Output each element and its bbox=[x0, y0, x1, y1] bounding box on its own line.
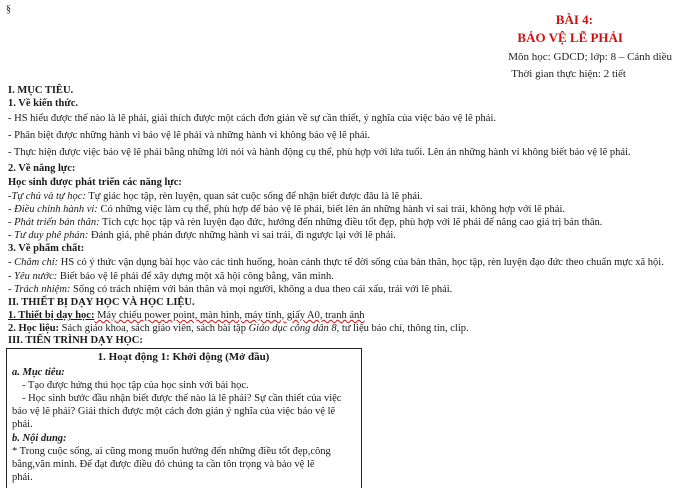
ability-item bbox=[8, 190, 683, 203]
ability-label: - Phát triển bản thân: bbox=[8, 217, 100, 228]
knowledge-item: - Phân biệt được những hành vi bảo vệ lẽ phải và những hành vi không bảo vệ lẽ phải. bbox=[8, 130, 371, 141]
goal-line: - Tạo được hứng thú học tập của học sinh với bài học. bbox=[22, 380, 249, 391]
duration-info: Thời gian thực hiện: 2 tiết bbox=[511, 68, 626, 80]
quality-label: - Yêu nước: bbox=[8, 271, 58, 282]
goal-line: - Học sinh bước đầu nhận biết được thế nào là lẽ phải? Sự cần thiết của việc bbox=[22, 393, 342, 404]
section-heading-equipment: II. THIẾT BỊ DẠY HỌC VÀ HỌC LIỆU. bbox=[8, 297, 195, 308]
quality-text: HS có ý thức vận dụng bài học vào các tình huống, hoàn cảnh thực tế đời sống của bản thân, học tập, rèn luyện đạo đức theo chuẩn mực xã hội. bbox=[58, 257, 664, 268]
ability-item bbox=[8, 216, 683, 229]
quality-text: Biết bảo vệ lẽ phải để xây dựng một xã hội công bằng, văn minh. bbox=[57, 271, 334, 282]
ability-label: -Tự chủ và tự học: bbox=[8, 191, 86, 202]
quality-label: - Trách nhiệm: bbox=[8, 284, 71, 295]
ability-heading: 2. Về năng lực: bbox=[8, 163, 76, 174]
quality-item bbox=[8, 256, 683, 269]
content-label: b. Nội dung: bbox=[12, 433, 67, 444]
goal-label: a. Mục tiêu: bbox=[12, 367, 65, 378]
equipment-item bbox=[8, 309, 683, 322]
materials-tail: , tư liệu báo chí, thông tin, clip. bbox=[336, 323, 469, 334]
equipment-text: Máy chiếu power point, màn hình, máy tính, giấy A0, tranh ảnh bbox=[94, 310, 365, 321]
equipment-label: 1. Thiết bị dạy học: bbox=[8, 310, 95, 321]
materials-text: Sách giáo khoa, sách giáo viên, sách bài tập bbox=[59, 323, 249, 334]
content-line: bằng,văn minh. Để đạt được điều đó chúng ta cần tôn trọng và bảo vệ lẽ bbox=[12, 459, 315, 470]
ability-text: Đánh giá, phê phán được những hành vi sai trái, đi ngược lại với lẽ phải. bbox=[88, 230, 396, 241]
ability-text: Tự giác học tập, rèn luyện, quan sát cuộc sống để nhận biết được đâu là lẽ phải. bbox=[85, 191, 423, 202]
subject-info: Môn học: GDCD; lớp: 8 – Cánh diều bbox=[508, 51, 672, 63]
activity-title: 1. Hoạt động 1: Khởi động (Mở đầu) bbox=[97, 351, 270, 363]
quality-heading: 3. Về phẩm chất: bbox=[8, 243, 85, 254]
section-heading-process: III. TIẾN TRÌNH DẠY HỌC: bbox=[8, 335, 143, 346]
ability-item bbox=[8, 229, 683, 242]
quality-text: Sống có trách nhiệm với bản thân và mọi người, không a dua theo cái xấu, trái với lẽ phải. bbox=[70, 284, 453, 295]
materials-book: Giáo dục công dân 8 bbox=[248, 323, 337, 334]
ability-item bbox=[8, 203, 683, 216]
ability-text: Tích cực học tập và rèn luyện đạo đức, hướng đến những điều tốt đẹp, phù hợp với lẽ phải để nâng cao giá trị bản thân. bbox=[99, 217, 603, 228]
ability-label: - Tư duy phê phán: bbox=[8, 230, 89, 241]
knowledge-heading: 1. Về kiến thức. bbox=[8, 98, 78, 109]
quality-label: - Chăm chỉ: bbox=[8, 257, 59, 268]
knowledge-item: - Thực hiện được việc bảo vệ lẽ phải bằng những lời nói và hành động cụ thể, phù hợp với lứa tuổi. Lên án những hành vi không biết bảo vệ lẽ phải. bbox=[8, 147, 631, 158]
goal-line: bảo vệ lẽ phải? Giải thích được một cách đơn giản ý nghĩa của việc bảo vệ lẽ bbox=[12, 406, 336, 417]
activity-table bbox=[6, 348, 362, 488]
quality-item bbox=[8, 270, 683, 283]
section-heading-objectives: I. MỤC TIÊU. bbox=[8, 85, 74, 96]
lesson-title: BẢO VỆ LẼ PHẢI bbox=[517, 30, 623, 45]
content-line: phải. bbox=[12, 472, 33, 483]
lesson-number: BÀI 4: bbox=[555, 12, 593, 27]
section-mark: § bbox=[6, 4, 11, 15]
materials-label: 2. Học liệu: bbox=[8, 323, 60, 334]
knowledge-item: - HS hiểu được thế nào là lẽ phải, giải thích được một cách đơn giản về sự cần thiết, ý nghĩa của việc bảo vệ lẽ phải. bbox=[8, 113, 496, 124]
quality-item bbox=[8, 283, 683, 296]
ability-text: Có những việc làm cụ thể, phù hợp để bảo vệ lẽ phải, biết lên án những hành vi sai trái, không hợp với lẽ phải. bbox=[97, 204, 566, 215]
ability-label: - Điều chỉnh hành vi: bbox=[8, 204, 98, 215]
ability-subheading: Học sinh được phát triển các năng lực: bbox=[8, 177, 182, 188]
goal-line: phải. bbox=[12, 419, 33, 430]
content-line: * Trong cuộc sống, ai cũng mong muốn hướng đến những điều tốt đẹp,công bbox=[12, 446, 331, 457]
